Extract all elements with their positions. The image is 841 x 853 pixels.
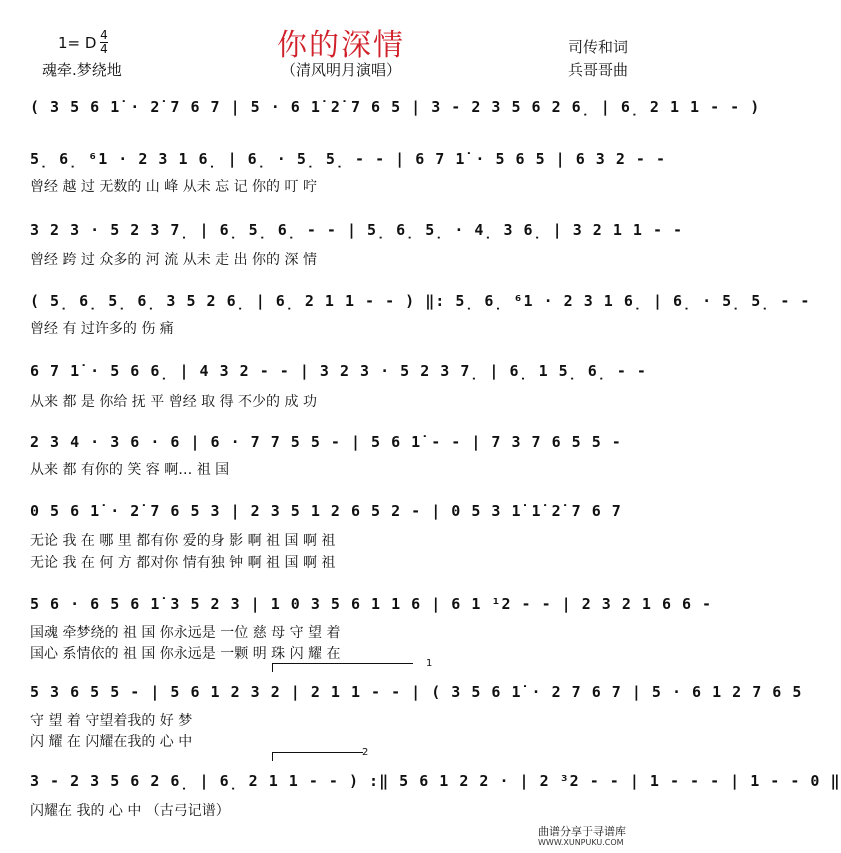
volta-number-1: 1 — [426, 658, 433, 669]
key-signature: 1= D — [58, 34, 97, 52]
song-title: 你的深情 — [277, 28, 405, 63]
lyric-row-3: 曾经 跨 过 众多的 河 流 从未 走 出 你的 深 情 — [30, 252, 317, 268]
volta-number-2: 2 — [362, 747, 369, 758]
lyric-row-8b: 国心 系情依的 祖 国 你永远是 一颗 明 珠 闪 耀 在 — [30, 646, 341, 662]
notation-row-7: 0 5 6 1̇ · 2̇ 7 6 5 3 | 2 3 5 1 2 6 5 2 - | 0 5 3 1̇ 1̇ 2̇ 7 6 7 — [30, 502, 622, 520]
composer-credit: 兵哥哥曲 — [568, 61, 629, 79]
lyric-row-10: 闪耀在 我的 心 中 （古弓记谱） — [30, 803, 230, 819]
time-signature — [100, 30, 108, 55]
notation-row-2: 5̣ 6̣ ⁶1 · 2 3 1 6̣ | 6̣ · 5̣ 5̣ - - | 6 7 1̇ · 5 6 5 | 6 3 2 - - — [30, 150, 666, 168]
lyric-row-9b: 闪 耀 在 闪耀在我的 心 中 — [30, 734, 193, 750]
notation-row-6: 2 3 4 · 3 6 · 6 | 6 · 7 7 5 5 - | 5 6 1̇ - - | 7 3 7 6 5 5 - — [30, 433, 622, 451]
notation-row-8: 5 6 · 6 5 6 1̇ 3 5 2 3 | 1 0 3 5 6 1 1 6 | 6 1 ¹2 - - | 2 3 2 1 6 6 - — [30, 595, 713, 613]
time-signature-bottom: 4 — [100, 42, 108, 56]
notation-row-3: 3 2 3 · 5 2 3 7̣ | 6̣ 5̣ 6̣ - - | 5̣ 6̣ 5̣ · 4̣ 3 6̣ | 3 2 1 1 - - — [30, 221, 684, 239]
footer-site-name: 曲谱分享于寻谱库 — [538, 825, 626, 838]
notation-row-1: ( 3 5 6 1̇ · 2̇ 7 6 7 | 5 · 6 1̇ 2̇ 7 6 5 | 3 - 2 3 5 6 2 6̣ | 6̣ 2 1 1 - - ) — [30, 98, 761, 116]
footer-url: WWW.XUNPUKU.COM — [538, 838, 624, 847]
song-subtitle: （清风明月演唱） — [280, 61, 401, 79]
lyric-row-4: 曾经 有 过许多的 伤 痛 — [30, 321, 174, 337]
notation-row-5: 6 7 1̇ · 5 6 6̣ | 4 3 2 - - | 3 2 3 · 5 2 3 7̣ | 6̣ 1 5̣ 6̣ - - — [30, 362, 647, 380]
volta-bracket-1 — [272, 663, 413, 672]
lyric-row-7a: 无论 我 在 哪 里 都有你 爱的身 影 啊 祖 国 啊 祖 — [30, 533, 336, 549]
lyricist-credit: 司传和词 — [568, 38, 629, 56]
notation-row-4: ( 5̣ 6̣ 5̣ 6̣ 3 5 2 6̣ | 6̣ 2 1 1 - - ) ‖: 5̣ 6̣ ⁶1 · 2 3 1 6̣ | 6̣ · 5̣ 5̣ - - — [30, 292, 811, 310]
lyric-row-9a: 守 望 着 守望着我的 好 梦 — [30, 713, 193, 729]
lyric-row-2: 曾经 越 过 无数的 山 峰 从未 忘 记 你的 叮 咛 — [30, 179, 317, 195]
lyric-row-5: 从来 都 是 你给 抚 平 曾经 取 得 不少的 成 功 — [30, 394, 317, 410]
volta-bracket-2 — [272, 752, 363, 761]
lyric-row-7b: 无论 我 在 何 方 都对你 情有独 钟 啊 祖 国 啊 祖 — [30, 555, 336, 571]
lyric-row-8a: 国魂 牵梦绕的 祖 国 你永远是 一位 慈 母 守 望 着 — [30, 625, 341, 641]
notation-row-9: 5 3 6 5 5 - | 5 6 1 2 3 2 | 2 1 1 - - | ( 3 5 6 1̇ · 2 7 6 7 | 5 · 6 1 2 7 6 5 — [30, 683, 803, 701]
lyric-row-6: 从来 都 有你的 笑 容 啊… 祖 国 — [30, 462, 230, 478]
notation-row-10: 3 - 2 3 5 6 2 6̣ | 6̣ 2 1 1 - - ) :‖ 5 6 1 2 2 · | 2 ³2 - - | 1 - - - | 1 - - 0 ‖ — [30, 772, 841, 790]
author-line: 魂牵.梦绕地 — [42, 61, 122, 79]
time-signature-top: 4 — [100, 28, 108, 42]
